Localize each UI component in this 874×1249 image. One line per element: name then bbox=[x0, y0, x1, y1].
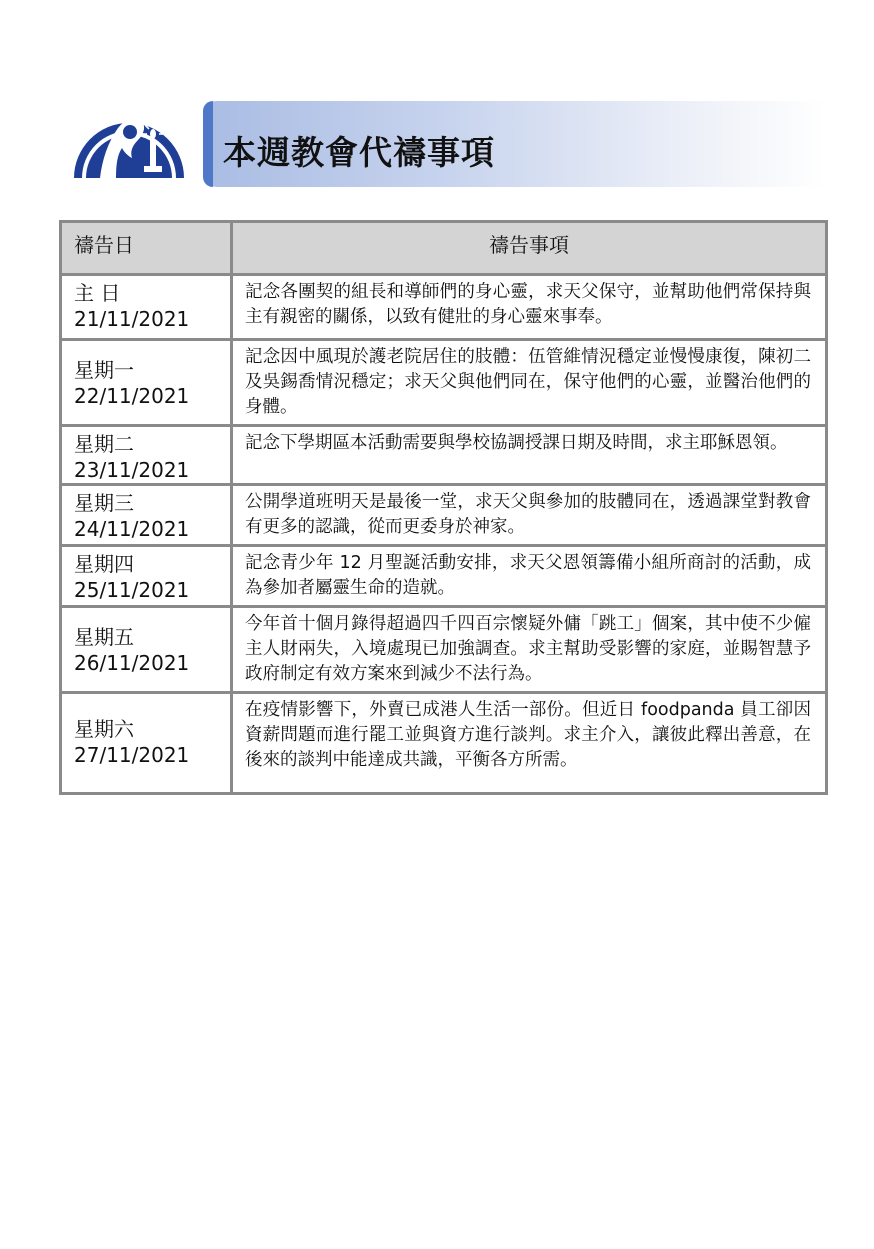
day-cell bbox=[61, 275, 232, 340]
day-cell bbox=[61, 340, 232, 426]
day-label: 主 日 bbox=[74, 281, 121, 305]
prayer-text-cell: 記念青少年 12 月聖誕活動安排，求天父恩領籌備小組所商討的活動，成為參加者屬靈生命的造就。 bbox=[232, 546, 827, 607]
prayer-text-cell: 公開學道班明天是最後一堂，求天父與參加的肢體同在，透過課堂對教會有更多的認識，從而更委身於神家。 bbox=[232, 485, 827, 546]
table-row bbox=[61, 693, 827, 794]
date-label: 21/11/2021 bbox=[74, 307, 190, 331]
day-label: 星期六 bbox=[74, 717, 134, 741]
date-label: 22/11/2021 bbox=[74, 384, 190, 408]
day-label: 星期二 bbox=[74, 432, 134, 456]
day-cell bbox=[61, 485, 232, 546]
day-label: 星期五 bbox=[74, 625, 134, 649]
table-row bbox=[61, 485, 827, 546]
date-label: 27/11/2021 bbox=[74, 743, 190, 767]
table-row bbox=[61, 426, 827, 485]
prayer-text-cell: 記念下學期區本活動需要與學校協調授課日期及時間，求主耶穌恩領。 bbox=[232, 426, 827, 485]
day-label: 星期一 bbox=[74, 358, 134, 382]
title-banner bbox=[203, 101, 825, 187]
date-label: 24/11/2021 bbox=[74, 517, 190, 541]
prayer-table bbox=[59, 220, 828, 795]
table-row bbox=[61, 275, 827, 340]
header-prayer-day: 禱告日 bbox=[61, 222, 232, 275]
table-header-row bbox=[61, 222, 827, 275]
prayer-text-cell: 記念因中風現於護老院居住的肢體：伍管維情況穩定並慢慢康復，陳初二及吳錫喬情況穩定；求天父與他們同在，保守他們的心靈，並醫治他們的身體。 bbox=[232, 340, 827, 426]
page-title: 本週教會代禱事項 bbox=[223, 133, 495, 172]
day-label: 星期三 bbox=[74, 491, 134, 515]
day-cell bbox=[61, 693, 232, 794]
prayer-text-cell: 今年首十個月錄得超過四千四百宗懷疑外傭「跳工」個案，其中使不少僱主人財兩失，入境處現已加強調查。求主幫助受影響的家庭，並賜智慧予政府制定有效方案來到減少不法行為。 bbox=[232, 607, 827, 693]
day-cell bbox=[61, 607, 232, 693]
day-label: 星期四 bbox=[74, 552, 134, 576]
church-logo-icon bbox=[72, 92, 186, 178]
day-cell bbox=[61, 546, 232, 607]
date-label: 26/11/2021 bbox=[74, 651, 190, 675]
prayer-text-cell: 在疫情影響下，外賣已成港人生活一部份。但近日 foodpanda 員工卻因資薪問題而進行罷工並與資方進行談判。求主介入，讓彼此釋出善意，在後來的談判中能達成共識，平衡各方所需。 bbox=[232, 693, 827, 794]
date-label: 25/11/2021 bbox=[74, 578, 190, 602]
table-row bbox=[61, 546, 827, 607]
day-cell bbox=[61, 426, 232, 485]
table-row bbox=[61, 607, 827, 693]
date-label: 23/11/2021 bbox=[74, 458, 190, 482]
table-row bbox=[61, 340, 827, 426]
header-prayer-items: 禱告事項 bbox=[232, 222, 827, 275]
prayer-text-cell: 記念各團契的組長和導師們的身心靈，求天父保守，並幫助他們常保持與主有親密的關係，以致有健壯的身心靈來事奉。 bbox=[232, 275, 827, 340]
